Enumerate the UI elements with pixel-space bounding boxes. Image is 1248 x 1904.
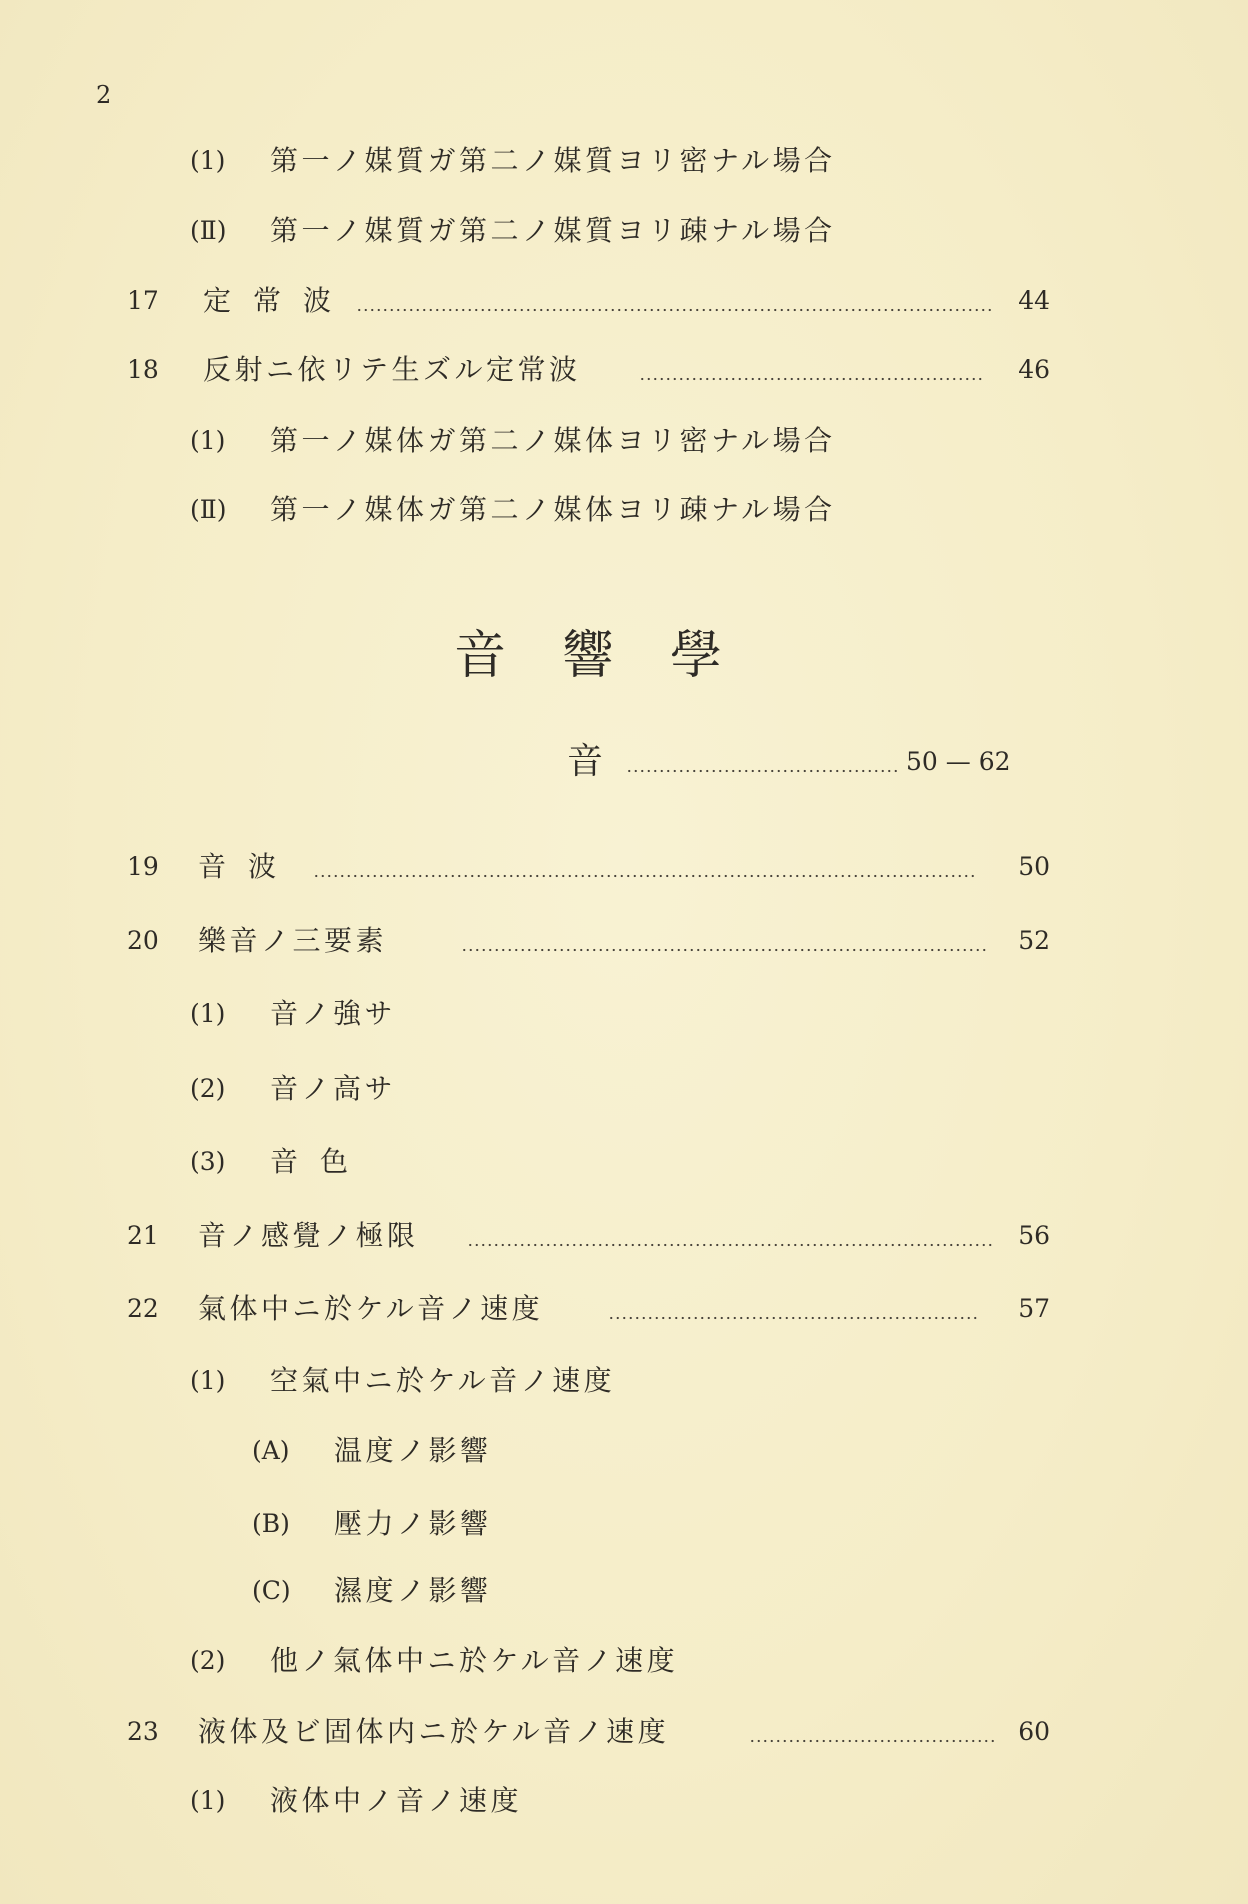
leader-dots xyxy=(639,350,983,390)
entry-label: (2) xyxy=(190,1074,226,1103)
entry-title: 第一ノ媒体ガ第二ノ媒体ヨリ疎ナル場合 xyxy=(270,493,836,526)
leader-dots xyxy=(467,1216,995,1256)
entry-page: 44 xyxy=(1018,286,1050,315)
toc-subentry xyxy=(0,1781,1248,1821)
entry-number: 22 xyxy=(127,1294,159,1323)
chapter-title: 音 xyxy=(567,741,604,782)
entry-title: 液体中ノ音ノ速度 xyxy=(270,1784,523,1817)
toc-subsubentry xyxy=(0,1504,1248,1544)
toc-subentry xyxy=(0,994,1248,1034)
entry-page: 60 xyxy=(1018,1717,1050,1746)
entry-title: 音波 xyxy=(198,850,299,883)
toc-entry xyxy=(0,1712,1248,1752)
chapter-pages: 50 — 62 xyxy=(906,747,1011,776)
section-heading: 音響學 xyxy=(454,626,779,686)
leader-dots xyxy=(313,847,977,887)
leader-dots xyxy=(356,281,995,321)
toc-subentry xyxy=(0,421,1248,461)
toc-entry xyxy=(0,921,1248,961)
entry-title: 空氣中ニ於ケル音ノ速度 xyxy=(270,1364,616,1397)
entry-title: 音ノ感覺ノ極限 xyxy=(198,1219,419,1252)
toc-subentry xyxy=(0,211,1248,251)
toc-subentry xyxy=(0,1069,1248,1109)
toc-subsubentry xyxy=(0,1431,1248,1471)
toc-entry xyxy=(0,1289,1248,1329)
entry-label: (A) xyxy=(252,1436,290,1465)
entry-label: (Ⅱ) xyxy=(190,495,227,524)
chapter-entry xyxy=(0,742,1248,782)
entry-title: 樂音ノ三要素 xyxy=(198,924,388,957)
entry-title: 第一ノ媒質ガ第二ノ媒質ヨリ密ナル場合 xyxy=(270,144,836,177)
page-number: 2 xyxy=(96,81,112,109)
entry-label: (1) xyxy=(190,999,226,1028)
entry-title: 第一ノ媒質ガ第二ノ媒質ヨリ疎ナル場合 xyxy=(270,214,836,247)
leader-dots xyxy=(749,1712,995,1752)
entry-title: 液体及ビ固体内ニ於ケル音ノ速度 xyxy=(198,1715,670,1748)
entry-number: 19 xyxy=(127,852,159,881)
entry-label: (1) xyxy=(190,1366,226,1395)
toc-subentry xyxy=(0,1142,1248,1182)
leader-dots xyxy=(608,1289,977,1329)
entry-title: 温度ノ影響 xyxy=(334,1434,492,1467)
entry-page: 56 xyxy=(1018,1221,1050,1250)
entry-label: (3) xyxy=(190,1147,226,1176)
toc-subsubentry xyxy=(0,1571,1248,1611)
entry-label: (2) xyxy=(190,1646,226,1675)
toc-subentry xyxy=(0,490,1248,530)
leader-dots xyxy=(461,921,989,961)
toc-entry xyxy=(0,1216,1248,1256)
entry-number: 23 xyxy=(127,1717,159,1746)
entry-label: (1) xyxy=(190,1786,226,1815)
entry-title: 氣体中ニ於ケル音ノ速度 xyxy=(198,1292,544,1325)
toc-subentry xyxy=(0,1361,1248,1401)
entry-number: 17 xyxy=(127,286,159,315)
leader-dots xyxy=(626,742,897,782)
entry-title: 音ノ高サ xyxy=(270,1072,397,1105)
entry-number: 18 xyxy=(127,355,159,384)
entry-label: (C) xyxy=(252,1576,291,1605)
toc-entry xyxy=(0,847,1248,887)
toc-entry xyxy=(0,281,1248,321)
entry-title: 壓力ノ影響 xyxy=(334,1507,492,1540)
entry-label: (B) xyxy=(252,1509,290,1538)
entry-number: 20 xyxy=(127,926,159,955)
entry-label: (1) xyxy=(190,426,226,455)
entry-title: 他ノ氣体中ニ於ケル音ノ速度 xyxy=(270,1644,679,1677)
entry-title: 反射ニ依リテ生ズル定常波 xyxy=(203,353,581,386)
entry-number: 21 xyxy=(127,1221,159,1250)
toc-subentry xyxy=(0,1641,1248,1681)
toc-subentry xyxy=(0,141,1248,181)
entry-title: 第一ノ媒体ガ第二ノ媒体ヨリ密ナル場合 xyxy=(270,424,836,457)
entry-title: 濕度ノ影響 xyxy=(334,1574,492,1607)
entry-page: 50 xyxy=(1018,852,1050,881)
entry-label: (Ⅱ) xyxy=(190,216,227,245)
entry-page: 57 xyxy=(1018,1294,1050,1323)
entry-page: 46 xyxy=(1018,355,1050,384)
entry-title: 音色 xyxy=(270,1145,371,1178)
entry-title: 定常波 xyxy=(203,284,354,317)
toc-entry xyxy=(0,350,1248,390)
entry-label: (1) xyxy=(190,146,226,175)
entry-title: 音ノ強サ xyxy=(270,997,397,1030)
entry-page: 52 xyxy=(1018,926,1050,955)
